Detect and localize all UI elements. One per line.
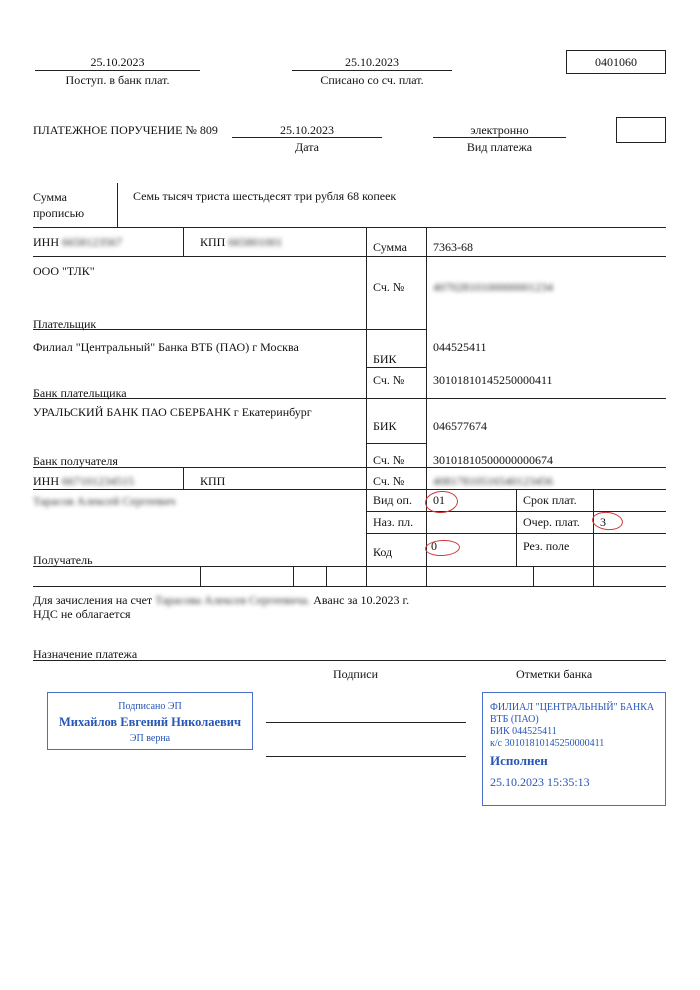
bank-stamp bbox=[482, 692, 666, 806]
payer-kpp-value: 665801001 bbox=[228, 235, 283, 249]
signatures-label: Подписи bbox=[333, 667, 379, 681]
grid-line bbox=[366, 227, 367, 586]
received-label: Поступ. в банк плат. bbox=[65, 73, 170, 87]
form-code: 0401060 bbox=[595, 55, 637, 69]
recipient-bank-label: Банк получателя bbox=[33, 454, 118, 468]
recipient-bank-bik-value: 046577674 bbox=[433, 419, 487, 433]
purpose-label: Назначение платежа bbox=[33, 647, 138, 661]
grid-line bbox=[200, 566, 201, 586]
payer-bank-bik-value: 044525411 bbox=[433, 340, 487, 354]
grid-line bbox=[366, 367, 426, 368]
op-type-value: 01 bbox=[433, 493, 445, 507]
recipient-kpp-label: КПП bbox=[200, 474, 226, 488]
recipient-inn-label: ИНН bbox=[33, 474, 59, 488]
purpose-line1-end: Аванс за 10.2023 г. bbox=[310, 593, 410, 607]
signature-line bbox=[266, 756, 466, 757]
purpose-line1-blur: Тарасова Алексея Сергеевича. bbox=[155, 593, 311, 607]
payment-type-label: Вид платежа bbox=[466, 140, 533, 154]
grid-line bbox=[593, 489, 594, 566]
amount-words-label-line1: Сумма bbox=[33, 190, 67, 204]
payer-bank-account-value: 30101810145250000411 bbox=[433, 373, 553, 387]
order-date: 25.10.2023 bbox=[280, 123, 334, 137]
grid-line bbox=[33, 586, 666, 587]
payer-account-label: Сч. № bbox=[373, 280, 405, 294]
debited-label: Списано со сч. плат. bbox=[320, 73, 424, 87]
bank-stamp-status: Исполнен bbox=[490, 753, 548, 768]
purpose-line1 bbox=[33, 593, 409, 608]
payer-bank-bik-label: БИК bbox=[373, 352, 397, 366]
payment-type: электронно bbox=[470, 123, 529, 137]
payer-label: Плательщик bbox=[33, 317, 97, 331]
recipient-bank-name: УРАЛЬСКИЙ БАНК ПАО СБЕРБАНК г Екатеринбург bbox=[33, 405, 312, 419]
grid-line bbox=[366, 329, 426, 330]
signature-stamp-top: Подписано ЭП bbox=[118, 701, 182, 712]
payer-inn bbox=[33, 235, 122, 250]
grid-line bbox=[326, 566, 327, 586]
recipient-account-value: 40817810516540123456 bbox=[433, 474, 553, 488]
signature-line bbox=[266, 722, 466, 723]
grid-line bbox=[33, 467, 666, 468]
document-title: ПЛАТЕЖНОЕ ПОРУЧЕНИЕ № 809 bbox=[33, 123, 218, 137]
recipient-bank-account-value: 30101810500000000674 bbox=[433, 453, 553, 467]
signature-stamp-name: Михайлов Евгений Николаевич bbox=[58, 715, 242, 729]
debited-date: 25.10.2023 bbox=[345, 55, 399, 69]
purpose-line2: НДС не облагается bbox=[33, 607, 131, 621]
divider bbox=[35, 70, 200, 71]
payer-account-value: 40702810100000001234 bbox=[433, 280, 553, 294]
recipient-name: Тарасов Алексей Сергеевич bbox=[33, 494, 176, 508]
sum-label: Сумма bbox=[373, 240, 407, 254]
payer-inn-label: ИНН bbox=[33, 235, 59, 249]
grid-line bbox=[33, 256, 666, 257]
grid-line bbox=[183, 467, 184, 489]
form-code-box bbox=[566, 50, 666, 74]
divider bbox=[292, 70, 452, 71]
payer-kpp-label: КПП bbox=[200, 235, 226, 249]
recipient-label: Получатель bbox=[33, 553, 93, 567]
sum-value: 7363-68 bbox=[433, 240, 473, 254]
payer-bank-label: Банк плательщика bbox=[33, 386, 127, 400]
payer-inn-value: 6658123567 bbox=[62, 235, 122, 249]
divider bbox=[232, 137, 382, 138]
payment-status-box bbox=[616, 117, 666, 143]
signature-stamp bbox=[47, 692, 253, 750]
divider bbox=[433, 137, 566, 138]
grid-line bbox=[593, 566, 594, 586]
pay-term-label: Срок плат. bbox=[523, 493, 577, 507]
divider bbox=[117, 183, 118, 227]
op-type-label: Вид оп. bbox=[373, 493, 412, 507]
grid-line bbox=[33, 566, 666, 567]
order-date-label: Дата bbox=[295, 140, 319, 154]
code-highlight bbox=[425, 539, 461, 557]
grid-line bbox=[366, 443, 426, 444]
priority-value: 3 bbox=[600, 515, 606, 529]
payer-bank-account-label: Сч. № bbox=[373, 373, 405, 387]
purpose-code-label: Наз. пл. bbox=[373, 515, 414, 529]
grid-line bbox=[293, 566, 294, 586]
bank-stamp-line4: к/с 30101810145250000411 bbox=[490, 738, 605, 749]
grid-line bbox=[516, 489, 517, 566]
grid-line bbox=[33, 227, 666, 228]
bank-stamp-line1: ФИЛИАЛ "ЦЕНТРАЛЬНЫЙ" БАНКА bbox=[490, 702, 655, 713]
bank-stamp-line3: БИК 044525411 bbox=[490, 726, 557, 737]
grid-line bbox=[33, 398, 666, 399]
bank-stamp-datetime: 25.10.2023 15:35:13 bbox=[490, 775, 590, 789]
payer-name: ООО "ТЛК" bbox=[33, 264, 95, 278]
amount-words-label bbox=[33, 189, 84, 221]
recipient-bank-bik-label: БИК bbox=[373, 419, 397, 433]
grid-line bbox=[183, 227, 184, 256]
recipient-bank-account-label: Сч. № bbox=[373, 453, 405, 467]
recipient-account-label: Сч. № bbox=[373, 474, 405, 488]
code-label: Код bbox=[373, 545, 393, 559]
amount-words-label-line2: прописью bbox=[33, 206, 85, 220]
grid-line bbox=[533, 566, 534, 586]
signature-stamp-bottom: ЭП верна bbox=[129, 733, 171, 744]
bank-stamp-line2: ВТБ (ПАО) bbox=[490, 714, 539, 725]
received-date: 25.10.2023 bbox=[90, 55, 145, 69]
priority-label: Очер. плат. bbox=[523, 515, 580, 529]
code-value: 0 bbox=[431, 539, 437, 553]
recipient-inn bbox=[33, 474, 134, 489]
grid-line bbox=[33, 660, 666, 661]
priority-highlight bbox=[591, 510, 624, 531]
payer-kpp bbox=[200, 235, 282, 250]
bank-marks-label: Отметки банка bbox=[516, 667, 593, 681]
purpose-line1-start: Для зачисления на счет bbox=[33, 593, 156, 607]
payer-bank-name: Филиал "Центральный" Банка ВТБ (ПАО) г Москва bbox=[33, 340, 299, 354]
grid-line bbox=[426, 227, 427, 586]
reserve-label: Рез. поле bbox=[523, 539, 570, 553]
recipient-inn-value: 667101234515 bbox=[62, 474, 134, 488]
grid-line bbox=[33, 489, 366, 490]
amount-words-value: Семь тысяч триста шестьдесят три рубля 68 копеек bbox=[133, 189, 397, 203]
